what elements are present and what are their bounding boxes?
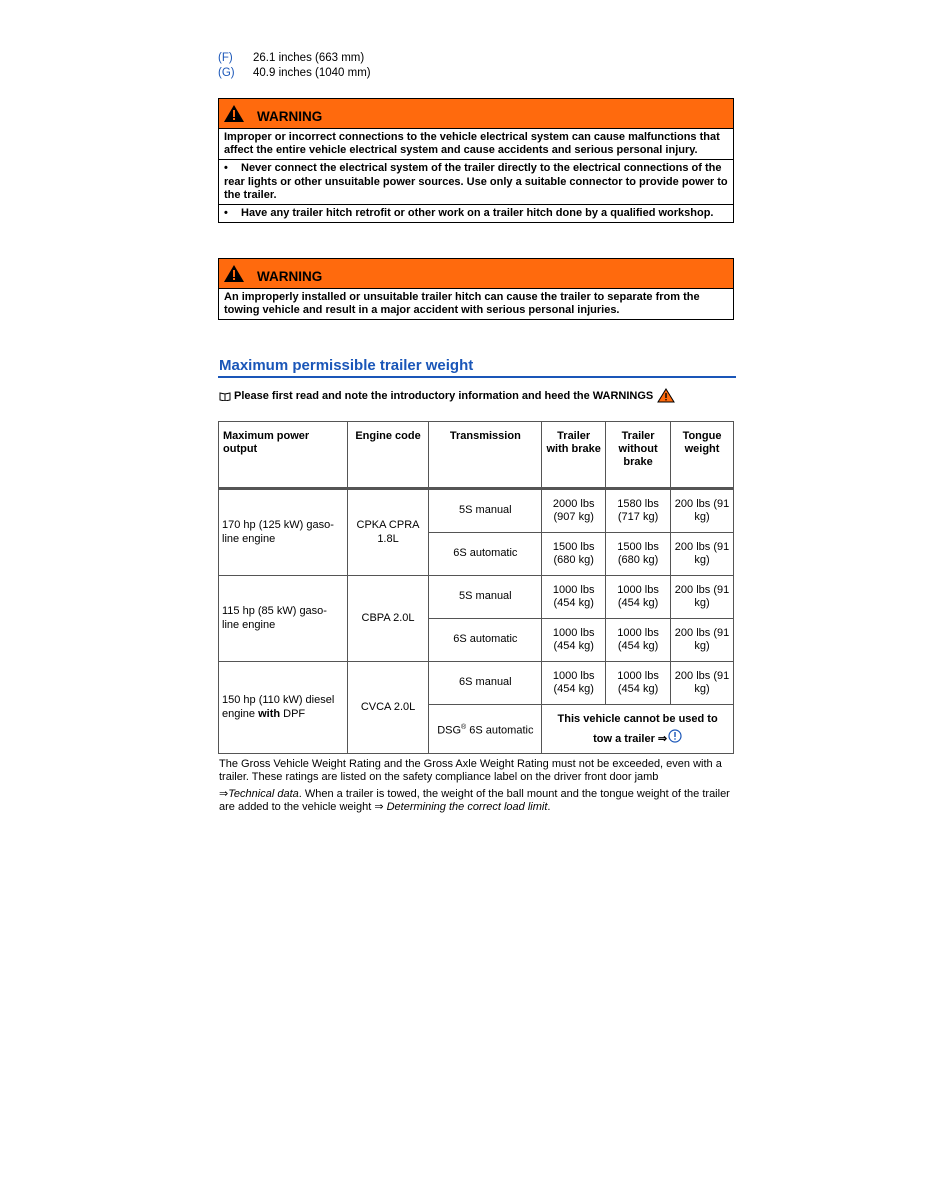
- tongue-cell: 200 lbs (91 kg): [671, 490, 734, 533]
- transmission-cell: 6S automatic: [429, 533, 542, 576]
- warning-bullet: • Never connect the electrical system of the trailer directly to the electrical connections of the rear lights or other unsuitable power sources. Use only a suitable connector to provide power to the trailer.: [219, 159, 733, 204]
- table-header-row: [219, 422, 734, 489]
- without-brake-cell: 1580 lbs (717 kg): [606, 490, 671, 533]
- table-row: [219, 490, 734, 533]
- warning-box-hitch: [218, 258, 734, 320]
- table-row: [219, 662, 734, 705]
- warning-triangle-icon: [223, 104, 245, 123]
- no-tow-message: This vehicle cannot be used to tow a trailer ⇒: [542, 705, 734, 754]
- warning-body: [219, 129, 733, 222]
- footer-line: The Gross Vehicle Weight Rating and the Gross Axle Weight Rating must not be exceeded, even with a trailer. These ratings are listed on the safety compliance label on the driver front door jamb: [219, 758, 722, 783]
- dimension-item: [218, 51, 371, 66]
- header-tongue: Tongue weight: [671, 422, 734, 489]
- without-brake-cell: 1000 lbs (454 kg): [606, 576, 671, 619]
- dimension-value: 40.9 inches (1040 mm): [253, 67, 371, 79]
- heading-rule: [218, 376, 736, 378]
- dimension-key: (G): [218, 67, 235, 79]
- header-without-brake: Trailer without brake: [606, 422, 671, 489]
- intro-note: [219, 388, 678, 403]
- warning-header: [219, 259, 733, 289]
- dimension-key: (F): [218, 52, 233, 64]
- footer-paragraph: [219, 758, 735, 818]
- transmission-cell: 5S manual: [429, 490, 542, 533]
- header-engine: Engine code: [347, 422, 429, 489]
- without-brake-cell: 1000 lbs (454 kg): [606, 662, 671, 705]
- header-transmission: Transmission: [429, 422, 542, 489]
- warning-bullet: • Have any trailer hitch retrofit or other work on a trailer hitch done by a qualified workshop.: [219, 204, 733, 222]
- dimension-list: [218, 51, 371, 81]
- table-row: [219, 576, 734, 619]
- warning-text: An improperly installed or unsuitable trailer hitch can cause the trailer to separate from the towing vehicle and result in a major accident with serious personal injuries.: [224, 291, 700, 317]
- engine-cell: CVCA 2.0L: [347, 662, 429, 754]
- engine-cell: CPKA CPRA 1.8L: [347, 490, 429, 576]
- tongue-cell: 200 lbs (91 kg): [671, 533, 734, 576]
- warning-triangle-icon: [657, 388, 675, 403]
- power-cell: 150 hp (110 kW) diesel engine with DPF: [219, 662, 348, 754]
- alert-circle-icon: [668, 729, 682, 743]
- transmission-cell: 6S manual: [429, 662, 542, 705]
- tongue-cell: 200 lbs (91 kg): [671, 662, 734, 705]
- header-power: Maximum power output: [219, 422, 348, 489]
- footer-line: ⇒Technical data. When a trailer is towed, the weight of the ball mount and the tongue weight of the trailer are added to the vehicle weight ⇒ Determining the correct load limit.: [219, 788, 730, 813]
- transmission-cell: DSG® 6S automatic: [429, 705, 542, 754]
- with-brake-cell: 1500 lbs (680 kg): [542, 533, 606, 576]
- warning-intro: Improper or incorrect connections to the vehicle electrical system can cause malfunctions that affect the entire vehicle electrical system and cause accidents and serious personal injury.: [224, 131, 720, 157]
- trailer-weight-table: [218, 421, 734, 754]
- transmission-cell: 5S manual: [429, 576, 542, 619]
- dimension-item: [218, 66, 371, 81]
- power-cell: 170 hp (125 kW) gaso-line engine: [219, 490, 348, 576]
- warning-title: WARNING: [257, 109, 323, 124]
- with-brake-cell: 1000 lbs (454 kg): [542, 662, 606, 705]
- without-brake-cell: 1500 lbs (680 kg): [606, 533, 671, 576]
- with-brake-cell: 1000 lbs (454 kg): [542, 619, 606, 662]
- tongue-cell: 200 lbs (91 kg): [671, 576, 734, 619]
- intro-note-text: Please first read and note the introductory information and heed the WARNINGS: [234, 389, 654, 402]
- with-brake-cell: 1000 lbs (454 kg): [542, 576, 606, 619]
- warning-body: [219, 289, 733, 319]
- warning-box-electrical: [218, 98, 734, 223]
- book-icon: [219, 391, 231, 401]
- tongue-cell: 200 lbs (91 kg): [671, 619, 734, 662]
- with-brake-cell: 2000 lbs (907 kg): [542, 490, 606, 533]
- warning-header: [219, 99, 733, 129]
- section-heading: Maximum permissible trailer weight: [219, 357, 474, 374]
- without-brake-cell: 1000 lbs (454 kg): [606, 619, 671, 662]
- warning-title: WARNING: [257, 269, 323, 284]
- power-cell: 115 hp (85 kW) gaso-line engine: [219, 576, 348, 662]
- load-limit-link[interactable]: Determining the correct load limit: [386, 801, 548, 813]
- warning-triangle-icon: [223, 264, 245, 283]
- transmission-cell: 6S automatic: [429, 619, 542, 662]
- header-with-brake: Trailer with brake: [542, 422, 606, 489]
- engine-cell: CBPA 2.0L: [347, 576, 429, 662]
- dimension-value: 26.1 inches (663 mm): [253, 52, 365, 64]
- technical-data-link[interactable]: Technical data: [228, 788, 299, 800]
